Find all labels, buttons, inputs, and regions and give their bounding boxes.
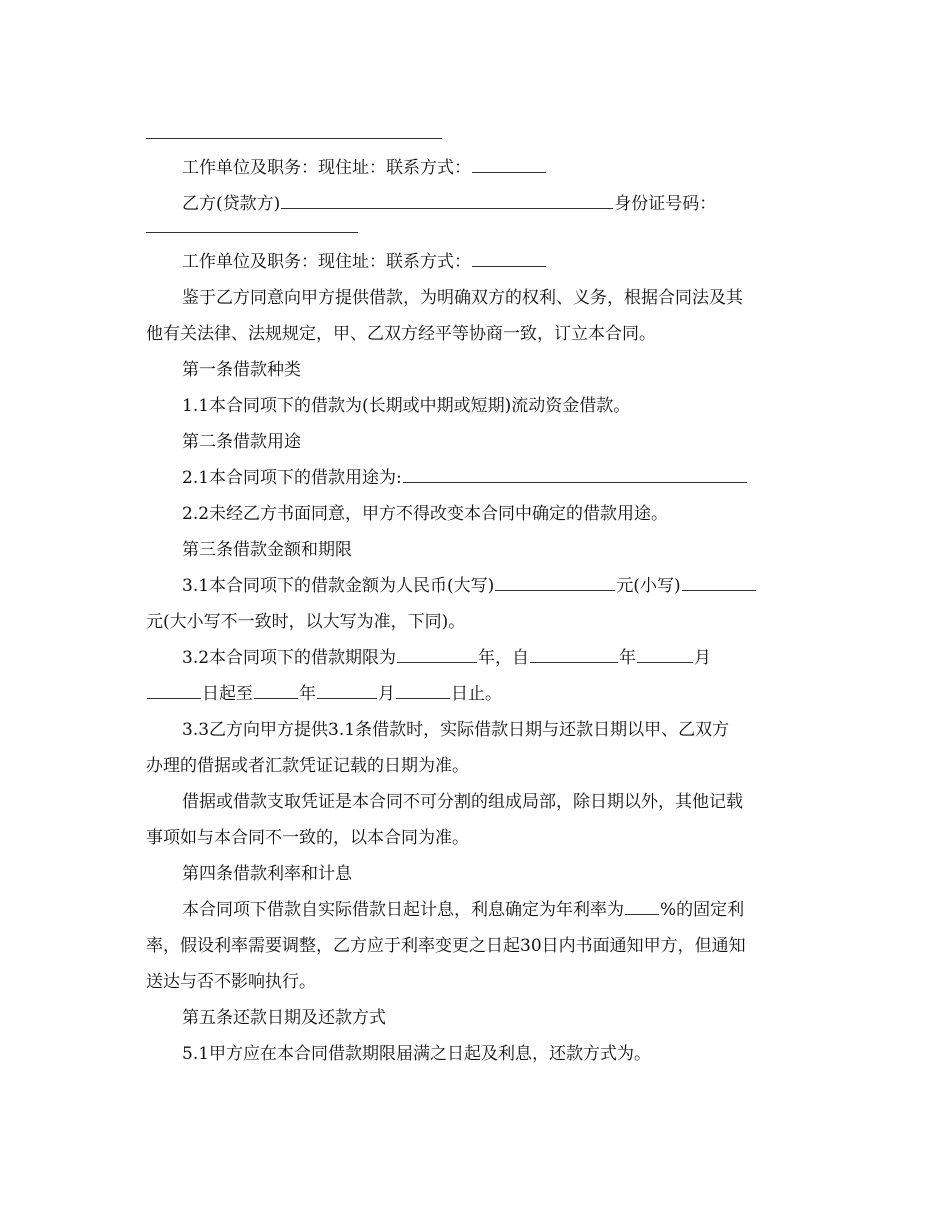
- blank-field: [530, 661, 618, 663]
- text: 3.2本合同项下的借款期限为: [182, 648, 397, 668]
- section-heading: 第三条借款金额和期限: [182, 540, 352, 560]
- party-a-info-line: [146, 150, 806, 186]
- text: %的固定利: [660, 900, 745, 920]
- clause: 元(大小写不一致时，以大写为准，下同)。: [146, 612, 466, 632]
- text: 年: [299, 684, 316, 704]
- blank-field: [472, 171, 546, 173]
- blank-line: [146, 222, 806, 244]
- text: 年: [619, 648, 637, 668]
- section-heading: 第四条借款利率和计息: [182, 864, 352, 884]
- text: 月: [378, 684, 395, 704]
- blank-field: [625, 913, 659, 915]
- paragraph: 借据或借款支取凭证是本合同不可分割的组成局部，除日期以外，其他记载: [182, 792, 743, 812]
- blank-field: [254, 697, 298, 699]
- text: 本合同项下借款自实际借款日起计息，利息确定为年利率为: [182, 900, 624, 920]
- text: 年，自: [478, 648, 530, 668]
- clause: [146, 640, 806, 676]
- blank-field: [147, 697, 201, 699]
- blank-field: [472, 265, 546, 267]
- party-b-line: [146, 186, 806, 222]
- blank-field: [495, 589, 615, 591]
- text: 日止。: [451, 684, 502, 704]
- text: 乙方(贷款方): [182, 194, 281, 214]
- paragraph: [146, 892, 806, 928]
- text: 工作单位及职务：现住址：联系方式：: [182, 252, 471, 272]
- clause: 办理的借据或者汇款凭证记载的日期为准。: [146, 756, 469, 776]
- clause: 5.1甲方应在本合同借款期限届满之日起及利息，还款方式为。: [182, 1044, 652, 1064]
- section-heading: 第一条借款种类: [182, 360, 301, 380]
- text: 身份证号码：: [614, 194, 717, 214]
- clause: [146, 460, 806, 496]
- blank-field: [637, 661, 693, 663]
- blank-field: [682, 589, 756, 591]
- contract-page: [146, 128, 806, 1072]
- blank-field: [396, 697, 450, 699]
- text: 3.1本合同项下的借款金额为人民币(大写): [182, 576, 495, 596]
- paragraph: 鉴于乙方同意向甲方提供借款，为明确双方的权利、义务，根据合同法及其: [182, 288, 743, 308]
- clause: 3.3乙方向甲方提供3.1条借款时，实际借款日期与还款日期以甲、乙双方: [182, 720, 730, 740]
- paragraph: 率，假设利率需要调整，乙方应于利率变更之日起30日内书面通知甲方，但通知: [146, 936, 746, 956]
- party-b-info-line: [146, 244, 806, 280]
- text: 2.1本合同项下的借款用途为:: [182, 468, 402, 488]
- text: 工作单位及职务：现住址：联系方式：: [182, 158, 471, 178]
- blank-field: [403, 481, 747, 483]
- blank-line: [146, 128, 806, 150]
- clause: [146, 568, 806, 604]
- clause: 1.1本合同项下的借款为(长期或中期或短期)流动资金借款。: [182, 396, 631, 416]
- text: 月: [694, 648, 712, 668]
- text: 日起至: [202, 684, 253, 704]
- paragraph: 送达与否不影响执行。: [146, 972, 316, 992]
- section-heading: 第二条借款用途: [182, 432, 301, 452]
- blank-field: [317, 697, 377, 699]
- text: 元(小写): [616, 576, 681, 596]
- clause: [146, 676, 806, 712]
- clause: 2.2未经乙方书面同意，甲方不得改变本合同中确定的借款用途。: [182, 504, 669, 524]
- paragraph: 他有关法律、法规规定，甲、乙双方经平等协商一致，订立本合同。: [146, 324, 656, 344]
- section-heading: 第五条还款日期及还款方式: [182, 1008, 386, 1028]
- paragraph: 事项如与本合同不一致的，以本合同为准。: [146, 828, 469, 848]
- blank-field: [397, 661, 477, 663]
- blank-field: [281, 207, 613, 209]
